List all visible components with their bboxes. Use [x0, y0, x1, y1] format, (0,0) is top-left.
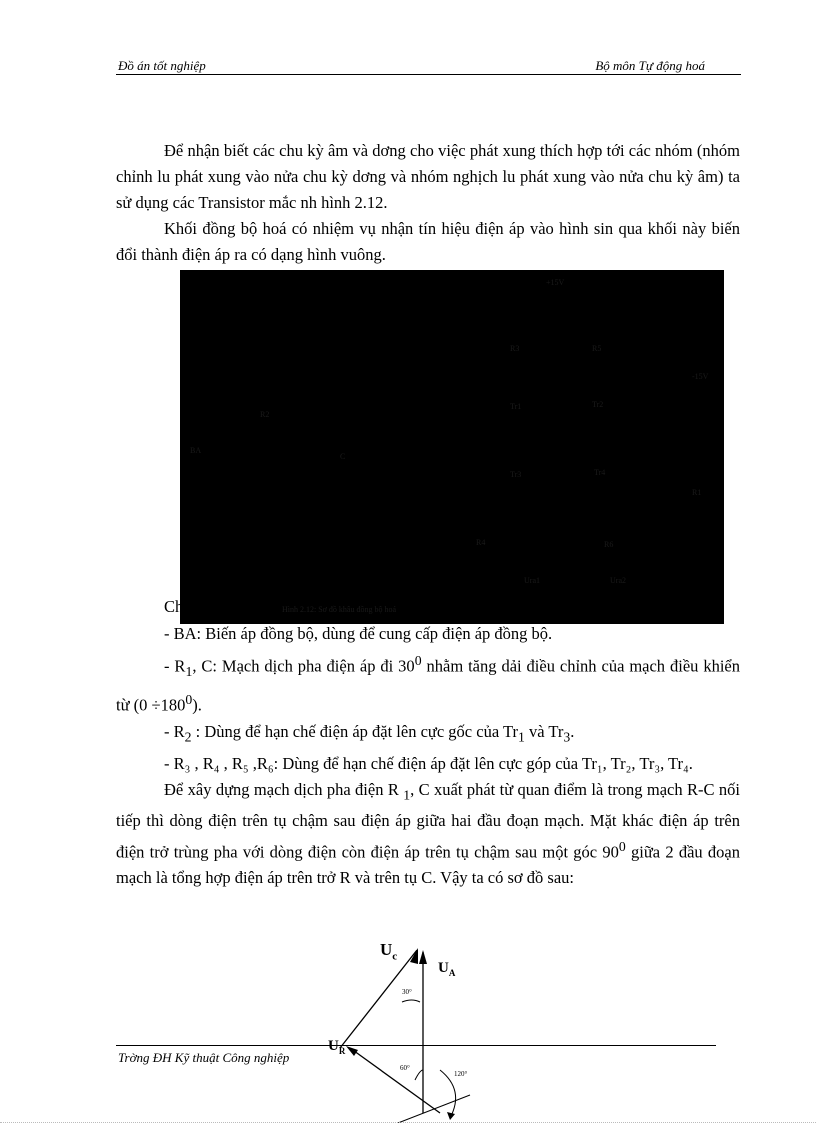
- arc-arrowhead: [447, 1112, 455, 1120]
- uc-arrowhead: [410, 948, 418, 964]
- figure-label: BA: [190, 446, 202, 455]
- angle-label-1: 30°: [402, 988, 412, 996]
- angle-arc-2: [415, 1070, 423, 1080]
- page-header: [116, 56, 741, 75]
- figure-label: R4: [476, 538, 486, 547]
- ua-label: $U_A$: [438, 960, 456, 978]
- figure-label: Tr1: [510, 402, 522, 411]
- intro-text: [116, 138, 740, 268]
- paragraph-3: Để xây dựng mạch dịch pha điện R $_1$, C xuất phát từ quan điểm là trong mạch R-C nối tiếp thì dòng điện trên tụ chậm sau điện áp giữa hai đầu đoạn mạch. Mặt khác điện áp trên điện trở trùng pha với dòng điện còn điện áp trên tụ chậm sau một góc $90^0$ giữa 2 đầu đoạn mạch là tổng hợp điện áp trên trở R và trên tụ C. Vậy ta có sơ đồ sau:: [116, 779, 741, 888]
- ua-arrowhead: [419, 950, 427, 964]
- ur-label: $U_R$: [328, 1038, 346, 1056]
- uc-vector: [340, 950, 417, 1048]
- base-line: [398, 1095, 470, 1123]
- list-item: - $R_2$ : Dùng để hạn chế điện áp đặt lên cực gốc của $Tr_1$ và $Tr_3$.: [164, 722, 575, 745]
- figure-caption: Hình 2.12: Sơ đồ khâu đồng bộ hoá: [282, 605, 397, 614]
- ur-arrowhead: [346, 1046, 358, 1056]
- figure-label: R3: [510, 344, 520, 353]
- figure-label: Ura2: [610, 576, 626, 585]
- ur-vector: [350, 1048, 440, 1113]
- component-list: [116, 621, 740, 891]
- figure-label: R1: [692, 488, 702, 497]
- angle-label-2: 60°: [400, 1064, 410, 1072]
- figure-label: Tr3: [510, 470, 522, 479]
- uc-label: $U_c$: [380, 940, 398, 963]
- angle-arc-1: [402, 1000, 420, 1002]
- paragraph-1: Để nhận biết các chu kỳ âm và dơng cho việc phát xung thích hợp tới các nhóm (nhóm chỉnh lu phát xung vào nửa chu kỳ dơng và nhóm nghịch lu phát xung vào nửa chu kỳ âm) ta sử dụng các Transistor mắc nh hình 2.12.: [116, 141, 740, 212]
- angle-label-3: 120°: [454, 1070, 468, 1078]
- figure-label: +15V: [546, 278, 565, 287]
- figure-label: Ura1: [524, 576, 540, 585]
- list-item: - $R_1$, C: Mạch dịch pha điện áp đi $30^0$ nhằm tăng dải điều chỉnh của mạch điều khiển từ $(0 \div 180^0)$.: [116, 653, 741, 715]
- list-item: - R₃ , R₄ , R₅ ,R₆: Dùng để hạn chế điện áp đặt lên cực góp của Tr₁, Tr₂, Tr₃, Tr₄.: [164, 753, 693, 773]
- header-left: Đồ án tốt nghiệp: [118, 58, 206, 73]
- figure-label: Tr2: [592, 400, 604, 409]
- figure-label: R5: [592, 344, 602, 353]
- header-right: Bộ môn Tự động hoá: [595, 58, 705, 73]
- figure-label: R6: [604, 540, 614, 549]
- list-item: - BA: Biến áp đồng bộ, dùng để cung cấp điện áp đồng bộ.: [164, 624, 553, 643]
- circuit-figure: [180, 270, 724, 624]
- footer-text: Trờng ĐH Kỹ thuật Công nghiệp: [118, 1050, 290, 1065]
- phasor-diagram: [320, 930, 520, 1123]
- figure-label: Tr4: [594, 468, 606, 477]
- paragraph-2: Khối đồng bộ hoá có nhiệm vụ nhận tín hiệu điện áp vào hình sin qua khối này biến đổi thành điện áp ra có dạng hình vuông.: [116, 219, 740, 264]
- figure-label: C: [340, 452, 346, 461]
- figure-overlap-text: Ch: [164, 597, 184, 616]
- figure-label: -15V: [692, 372, 709, 381]
- figure-label: R2: [260, 410, 270, 419]
